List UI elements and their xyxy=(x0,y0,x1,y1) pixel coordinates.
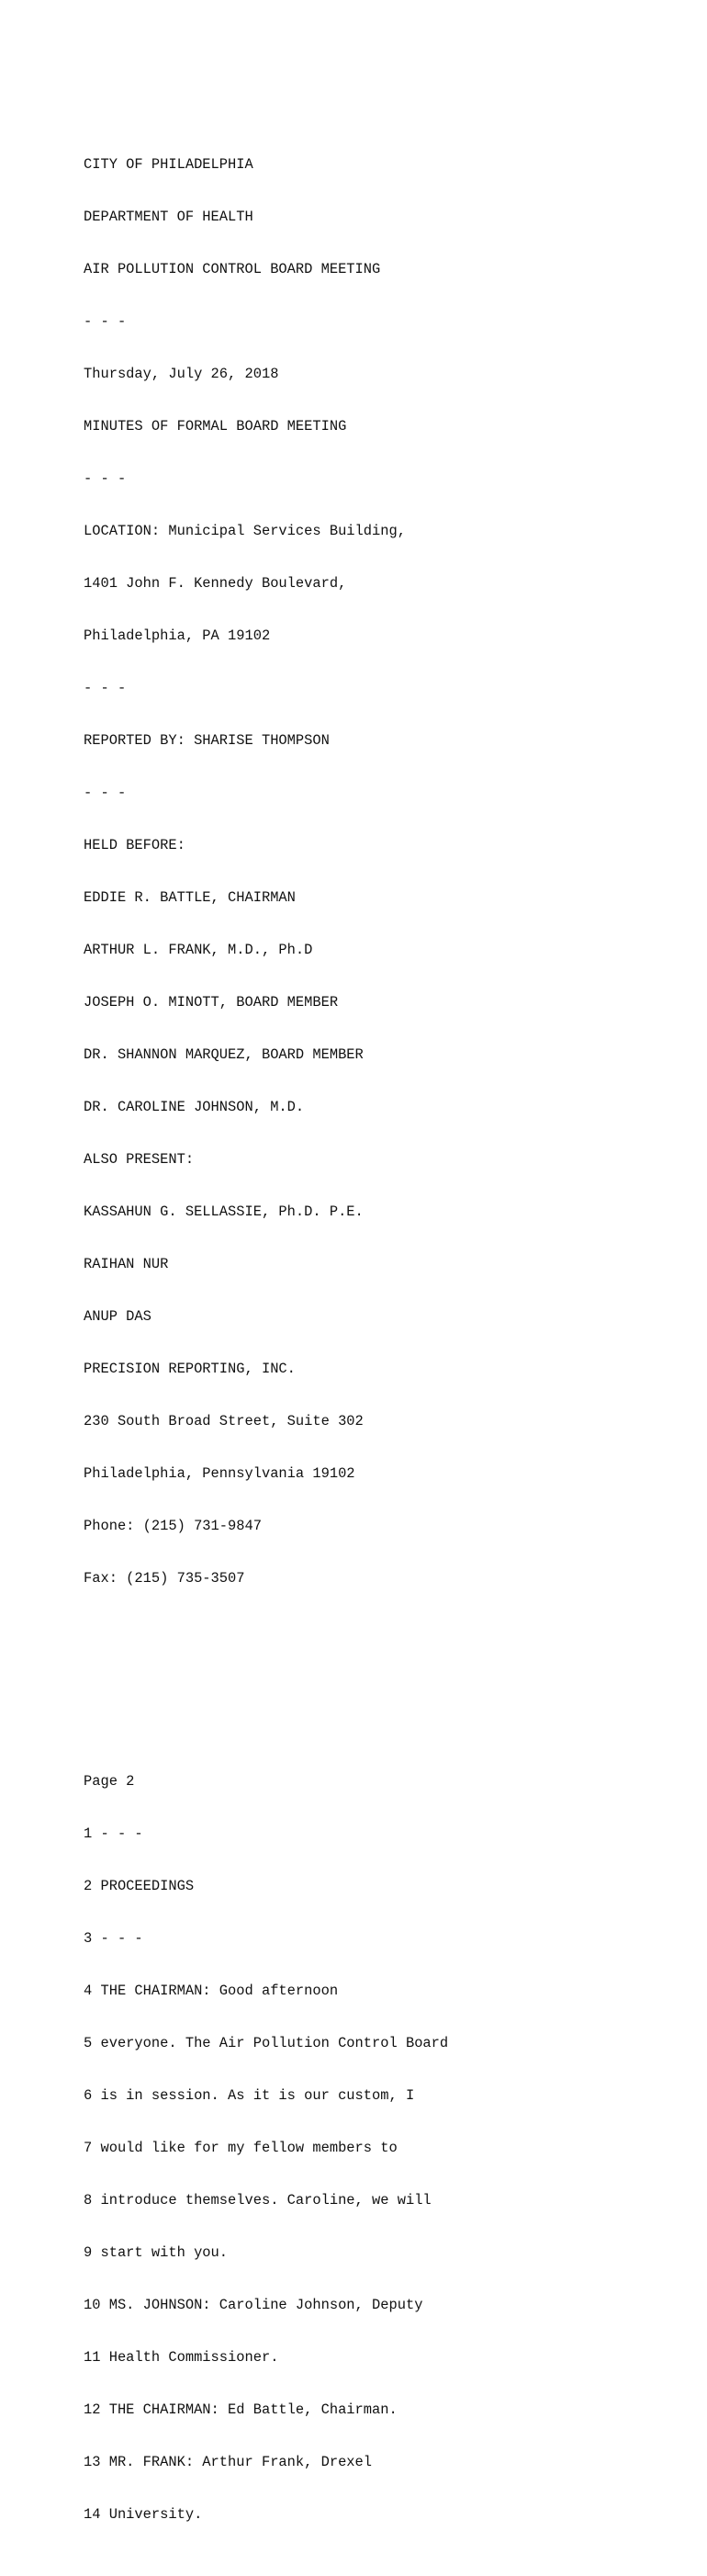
transcript-line: 4 THE CHAIRMAN: Good afternoon xyxy=(84,1983,339,1999)
cover-line-held-before: HELD BEFORE: xyxy=(84,837,185,853)
transcript-line: 13 MR. FRANK: Arthur Frank, Drexel xyxy=(84,2454,373,2470)
transcript-line: 12 THE CHAIRMAN: Ed Battle, Chairman. xyxy=(84,2401,398,2418)
cover-line-department: DEPARTMENT OF HEALTH xyxy=(84,209,253,225)
page-2-section xyxy=(84,1738,690,2559)
cover-line-address: 1401 John F. Kennedy Boulevard, xyxy=(84,575,347,592)
cover-line-attendee: EDDIE R. BATTLE, CHAIRMAN xyxy=(84,889,296,906)
cover-line-attendee: RAIHAN NUR xyxy=(84,1256,169,1272)
transcript-line: 5 everyone. The Air Pollution Control Board xyxy=(84,2035,449,2051)
cover-separator: - - - xyxy=(84,470,127,487)
cover-line-reporter: REPORTED BY: SHARISE THOMPSON xyxy=(84,732,330,749)
cover-separator: - - - xyxy=(84,680,127,696)
transcript-line: 6 is in session. As it is our custom, I xyxy=(84,2087,415,2104)
cover-line-city-zip: Philadelphia, PA 19102 xyxy=(84,627,271,644)
transcript-line: 9 start with you. xyxy=(84,2244,229,2261)
transcript-line: 1 - - - xyxy=(84,1825,143,1842)
cover-line-phone: Phone: (215) 731-9847 xyxy=(84,1518,262,1534)
cover-line-location: LOCATION: Municipal Services Building, xyxy=(84,523,406,539)
cover-line-minutes: MINUTES OF FORMAL BOARD MEETING xyxy=(84,418,347,435)
cover-separator: - - - xyxy=(84,785,127,801)
cover-separator: - - - xyxy=(84,313,127,330)
cover-section xyxy=(84,121,690,1622)
page-number: Page 2 xyxy=(84,1773,135,1790)
cover-line-attendee: ARTHUR L. FRANK, M.D., Ph.D xyxy=(84,942,313,958)
cover-line-attendee: DR. CAROLINE JOHNSON, M.D. xyxy=(84,1099,305,1115)
cover-line-fax: Fax: (215) 735-3507 xyxy=(84,1570,245,1587)
cover-line-attendee: JOSEPH O. MINOTT, BOARD MEMBER xyxy=(84,994,339,1011)
cover-line-attendee: ANUP DAS xyxy=(84,1308,152,1325)
cover-line-board: AIR POLLUTION CONTROL BOARD MEETING xyxy=(84,261,381,277)
cover-line-also-present: ALSO PRESENT: xyxy=(84,1151,195,1168)
cover-line-company-address: 230 South Broad Street, Suite 302 xyxy=(84,1413,364,1429)
cover-line-attendee: DR. SHANNON MARQUEZ, BOARD MEMBER xyxy=(84,1046,364,1063)
cover-line-attendee: KASSAHUN G. SELLASSIE, Ph.D. P.E. xyxy=(84,1203,364,1220)
section-gap xyxy=(84,1675,690,1686)
transcript-line: 2 PROCEEDINGS xyxy=(84,1878,195,1894)
cover-line-city: CITY OF PHILADELPHIA xyxy=(84,156,253,173)
transcript-line: 11 Health Commissioner. xyxy=(84,2349,279,2366)
cover-line-company-city: Philadelphia, Pennsylvania 19102 xyxy=(84,1465,355,1482)
document-page xyxy=(84,86,690,2576)
transcript-line: 3 - - - xyxy=(84,1930,143,1947)
transcript-line: 10 MS. JOHNSON: Caroline Johnson, Deputy xyxy=(84,2297,423,2313)
cover-line-date: Thursday, July 26, 2018 xyxy=(84,366,279,382)
transcript-line: 7 would like for my fellow members to xyxy=(84,2140,398,2156)
transcript-line: 8 introduce themselves. Caroline, we will xyxy=(84,2192,432,2209)
transcript-line: 14 University. xyxy=(84,2506,203,2523)
cover-line-reporting-company: PRECISION REPORTING, INC. xyxy=(84,1361,296,1377)
